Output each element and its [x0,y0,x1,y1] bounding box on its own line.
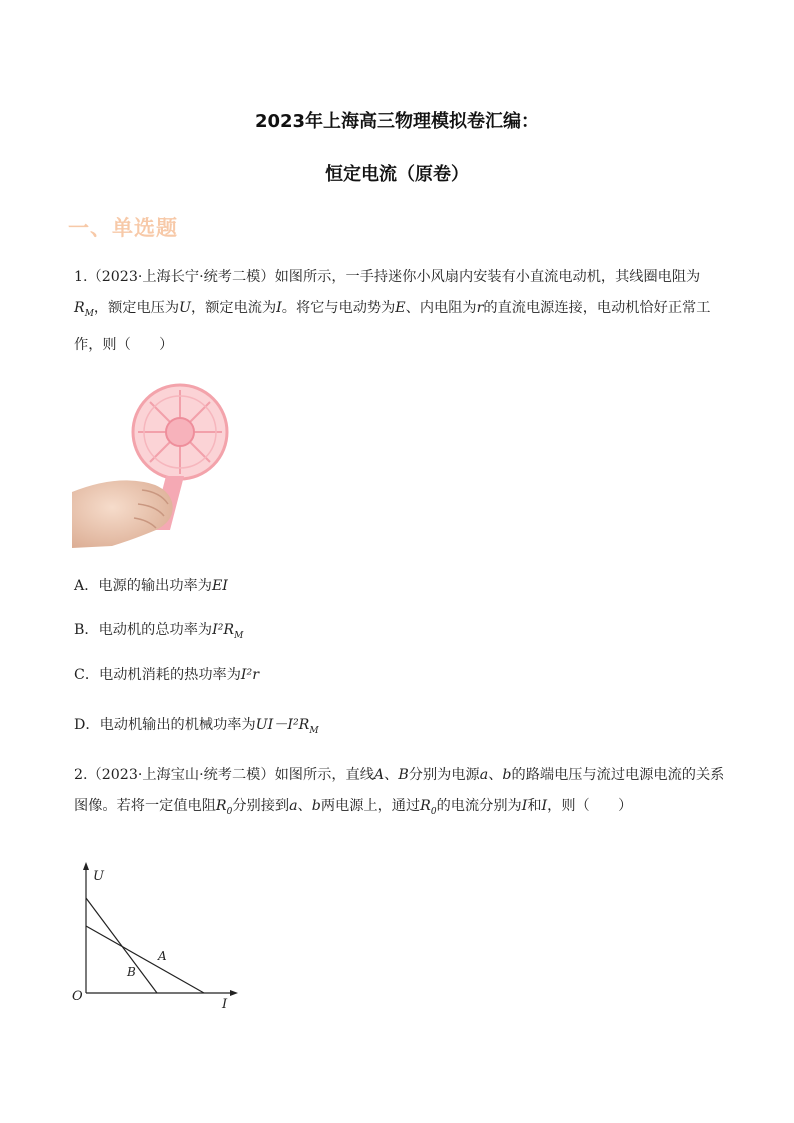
origin-label: O [72,989,83,1004]
question-source: （2023·上海长宁·统考二模） [87,269,275,285]
handheld-fan-image [72,380,242,548]
question-source: （2023·上海宝山·统考二模） [87,767,275,783]
y-axis-arrow [83,862,89,870]
option-d[interactable]: D．电动机输出的机械功率为$UI-I^2R_M$ [74,717,319,736]
question-2-stem: 2.（2023·上海宝山·统考二模）如图所示，直线A、B分别为电源a、b的路端电压与流过电源电流的关系图像。若将一定值电阻$R_0$分别接到a、b两电源上，通过$R_0$的电流分别为I和I，则（ ） [74,767,725,817]
line-b-label: B [127,965,136,979]
line-a-label: A [158,949,167,963]
option-c[interactable]: C．电动机消耗的热功率为I²r [74,667,259,683]
x-axis-arrow [230,990,238,996]
y-axis-label: U [93,869,104,884]
question-number: 2. [74,767,88,783]
option-a[interactable]: A．电源的输出功率为EI [74,578,228,594]
x-axis-label: I [222,997,228,1010]
line-b [86,898,157,993]
line-a [86,926,204,993]
u-i-graph [66,860,246,1010]
question-1-stem: 1.（2023·上海长宁·统考二模）如图所示，一手持迷你小风扇内安装有小直流电动机，其线圈电阻为$R_M$，额定电压为U，额定电流为I。将它与电动势为E、内电阻为r的直流电源连接，电动机恰好正常工作，则（ ） [74,269,711,353]
section-heading: 一、单选题 [68,216,178,240]
document-title: 2023年上海高三物理模拟卷汇编： [254,111,540,132]
question-number: 1. [74,269,88,285]
document-subtitle: 恒定电流（原卷） [325,164,469,185]
option-b[interactable]: B．电动机的总功率为$I^2R_M$ [74,622,244,641]
